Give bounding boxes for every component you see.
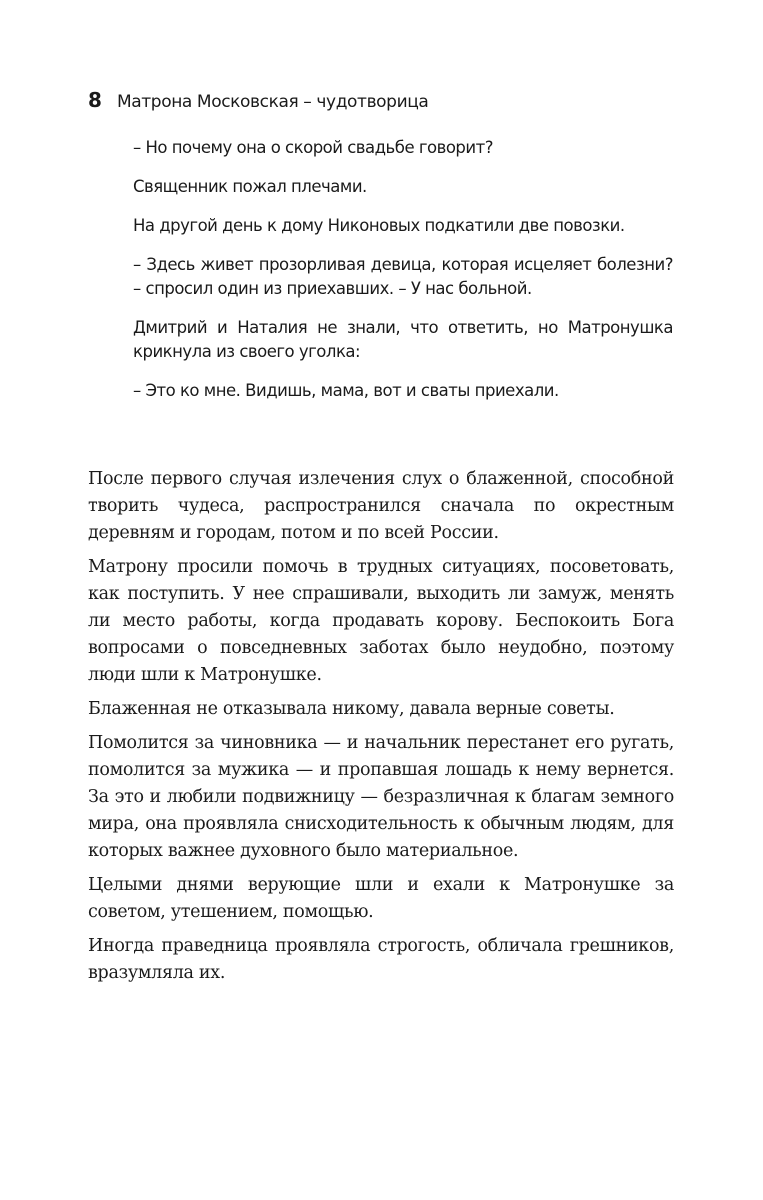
dialogue-line: Дмитрий и Наталия не знали, что ответить, но Матронушка крикнула из своего уголка: (133, 318, 673, 361)
body-paragraph: Матрону просили помочь в трудных ситуациях, посоветовать, как поступить. У нее спрашивали, выходить ли замуж, менять ли место работы, когда продавать корову. Беспокоить Бога вопросами о повседневных заботах было неудобно, поэтому люди шли к Матронушке. (88, 557, 674, 685)
dialogue-line: – Это ко мне. Видишь, мама, вот и сваты приехали. (133, 381, 559, 400)
body-paragraph: Блаженная не отказывала никому, давала верные советы. (88, 699, 615, 719)
dialogue-block (133, 136, 673, 418)
main-text (88, 466, 674, 994)
page-number: 8 (88, 88, 102, 112)
dialogue-line: – Здесь живет прозорливая девица, которая исцеляет болезни? – спросил один из приехавших. – У нас больной. (133, 255, 673, 298)
book-title: Матрона Московская – чудотворица (117, 92, 429, 112)
body-paragraph: Целыми днями верующие шли и ехали к Матронушке за советом, утешением, помощью. (88, 875, 674, 922)
running-head (88, 88, 688, 118)
body-paragraph: Иногда праведница проявляла строгость, обличала грешников, вразумляла их. (88, 936, 674, 983)
dialogue-line: – Но почему она о скорой свадьбе говорит? (133, 138, 493, 157)
dialogue-line: Священник пожал плечами. (133, 177, 367, 196)
dialogue-line: На другой день к дому Никоновых подкатили две повозки. (133, 216, 625, 235)
body-paragraph: После первого случая излечения слух о блаженной, способной творить чудеса, распространился сначала по окрестным деревням и городам, потом и по всей России. (88, 469, 674, 543)
body-paragraph: Помолится за чиновника — и начальник перестанет его ругать, помолится за мужика — и пропавшая лошадь к нему вернется. За это и любили подвижницу — безразличная к благам земного мира, она проявляла снисходительность к обычным людям, для которых важнее духовного было материальное. (88, 733, 674, 861)
